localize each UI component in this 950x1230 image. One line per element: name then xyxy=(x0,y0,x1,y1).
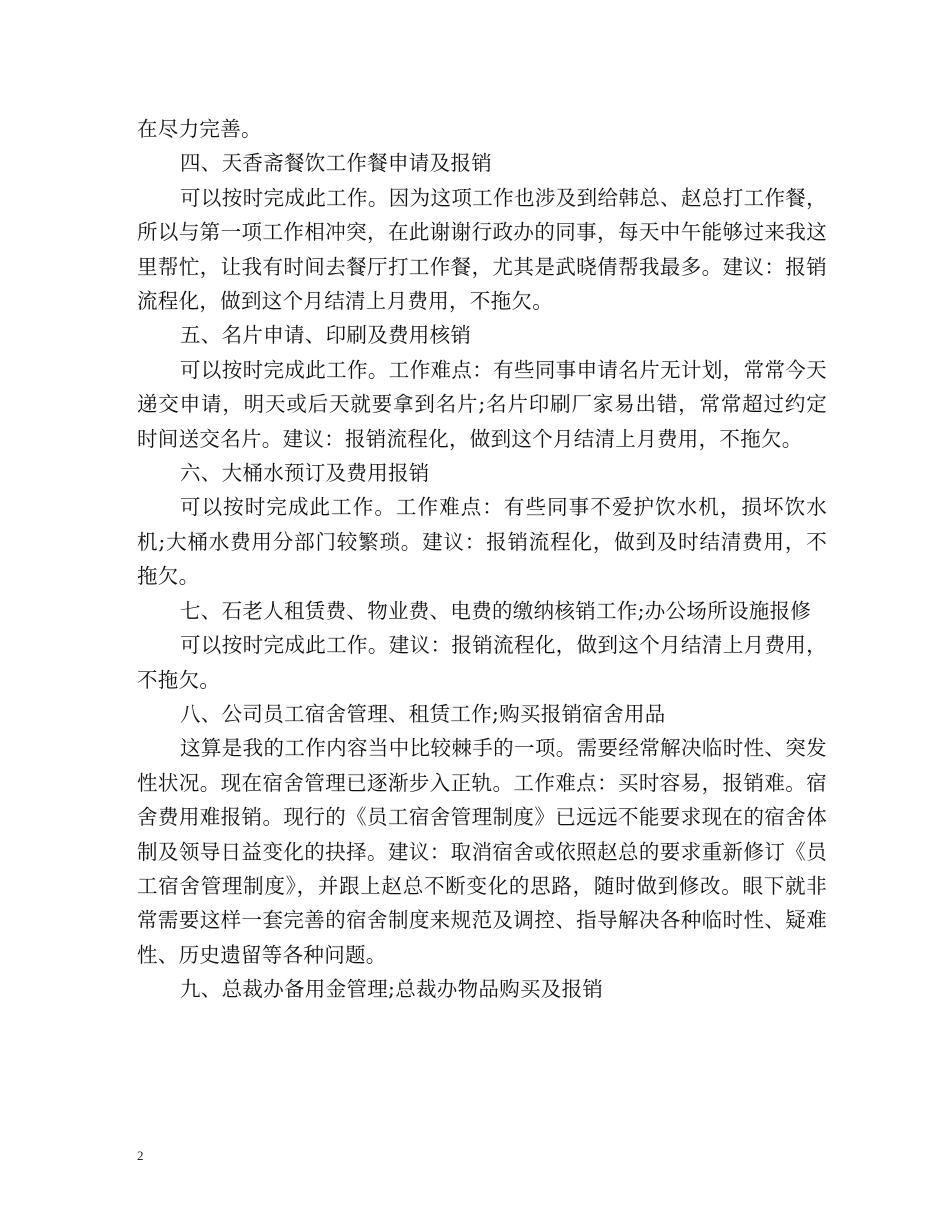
document-body xyxy=(137,112,827,1007)
section-heading-6: 六、大桶水预订及费用报销 xyxy=(180,461,430,486)
section-body-4: 可以按时完成此工作。因为这项工作也涉及到给韩总、赵总打工作餐，所以与第一项工作相冲突，在此谢谢行政办的同事，每天中午能够过来我这里帮忙，让我有时间去餐厅打工作餐，尤其是武晓倩帮我最多。建议：报销流程化，做到这个月结清上月费用，不拖欠。 xyxy=(137,185,827,314)
section-body-6: 可以按时完成此工作。工作难点：有些同事不爱护饮水机，损坏饮水机;大桶水费用分部门较繁琐。建议：报销流程化，做到及时结清费用，不拖欠。 xyxy=(137,495,827,589)
section-body-5: 可以按时完成此工作。工作难点：有些同事申请名片无计划，常常今天递交申请，明天或后天就要拿到名片;名片印刷厂家易出错，常常超过约定时间送交名片。建议：报销流程化，做到这个月结清上月费用，不拖欠。 xyxy=(137,357,827,451)
section-heading-9: 九、总裁办备用金管理;总裁办物品购买及报销 xyxy=(180,977,604,1002)
paragraph-continuation: 在尽力完善。 xyxy=(137,117,262,141)
section-heading-7: 七、石老人租赁费、物业费、电费的缴纳核销工作;办公场所设施报修 xyxy=(180,598,812,623)
section-heading-8: 八、公司员工宿舍管理、租赁工作;购买报销宿舍用品 xyxy=(180,701,666,726)
section-heading-5: 五、名片申请、印刷及费用核销 xyxy=(180,323,472,348)
section-body-7: 可以按时完成此工作。建议：报销流程化，做到这个月结清上月费用，不拖欠。 xyxy=(137,633,827,692)
section-heading-4: 四、天香斋餐饮工作餐申请及报销 xyxy=(180,151,492,176)
page-number: 2 xyxy=(137,1148,144,1163)
section-body-8: 这算是我的工作内容当中比较棘手的一项。需要经常解决临时性、突发性状况。现在宿舍管理已逐渐步入正轨。工作难点：买时容易，报销难。宿舍费用难报销。现行的《员工宿舍管理制度》已远远不能要求现在的宿舍体制及领导日益变化的抉择。建议：取消宿舍或依照赵总的要求重新修订《员工宿舍管理制度》，并跟上赵总不断变化的思路，随时做到修改。眼下就非常需要这样一套完善的宿舍制度来规范及调控、指导解决各种临时性、疑难性、历史遗留等各种问题。 xyxy=(137,736,827,967)
